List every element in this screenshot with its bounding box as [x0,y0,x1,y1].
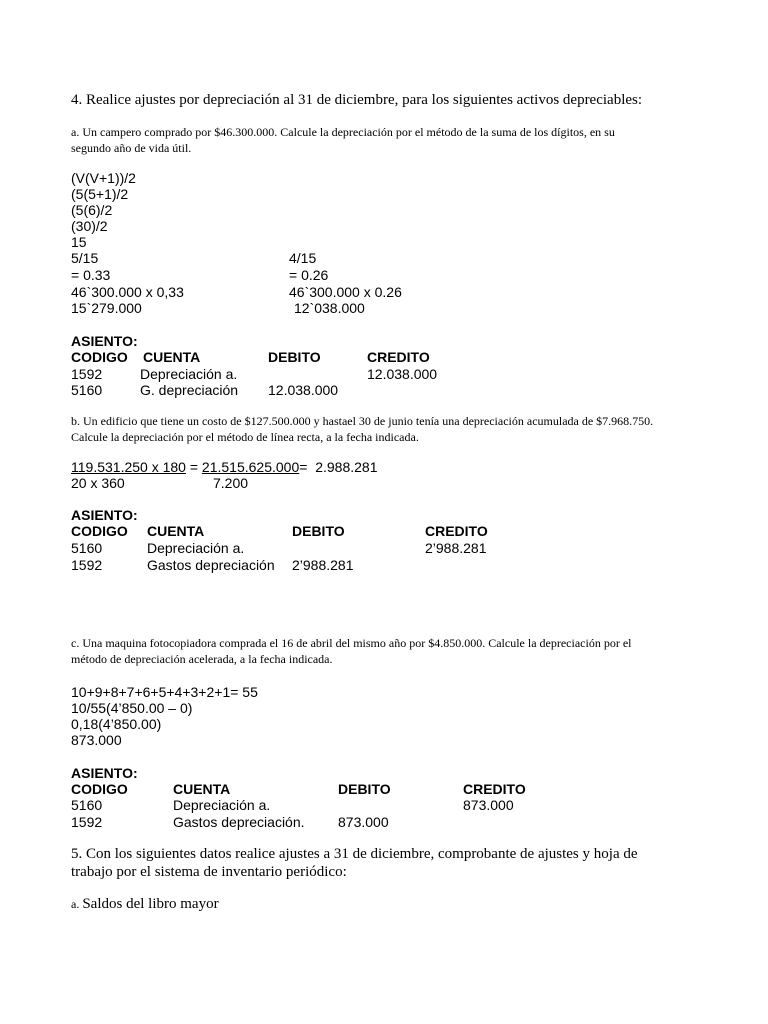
asiento-header-credito: CREDITO [367,349,430,365]
asiento-cell-cuenta: Gastos depreciación. [173,814,305,830]
asiento-cell-cuenta: Depreciación a. [147,540,245,556]
formula-product: 21.515.625.000 [201,459,300,475]
part-b-statement-line2: Calcule la depreciación por el método de línea recta, a la fecha indicada. [71,430,419,444]
part-a-calc-line: = 0.33 [71,267,111,283]
part-a-calc-line: 15`279.000 [71,300,142,316]
part-a-calc-right-line: 12`038.000 [294,300,365,316]
part-c-statement-line1: c. Una maquina fotocopiadora comprada el 16 de abril del mismo año por $4.850.000. Calcule la depreciación por el [71,636,632,650]
asiento-cell-debito: 873.000 [338,814,389,830]
part-c-statement-line2: método de depreciación acelerada, a la fecha indicada. [71,652,333,666]
formula-equals: = [185,459,202,475]
asiento-cell-debito: 12.038.000 [268,382,339,398]
subheading-text: Saldos del libro mayor [82,896,219,912]
part-b-statement-line1: b. Un edificio que tiene un costo de $127.500.000 y hastael 30 de junio tenía una depreciación acumulada de $7.968.750. [71,414,654,428]
formula-product-denominator: 7.200 [213,475,249,491]
part-a-calc-right-line: 4/15 [289,250,317,266]
part-a-calc-line: (30)/2 [71,218,108,234]
asiento-title: ASIENTO: [71,507,138,523]
asiento-cell-codigo: 1592 [71,814,103,830]
asiento-cell-cuenta: G. depreciación [140,382,239,398]
asiento-header-cuenta: CUENTA [173,781,231,797]
part-a-calc-right-line: = 0.26 [289,267,329,283]
question-5-line2: trabajo por el sistema de inventario periódico: [71,864,347,880]
asiento-cell-cuenta: Depreciación a. [140,366,238,382]
asiento-title: ASIENTO: [71,333,138,349]
asiento-cell-credito: 12.038.000 [367,366,438,382]
asiento-cell-codigo: 1592 [71,557,103,573]
asiento-cell-debito: 2’988.281 [292,557,354,573]
asiento-header-cuenta: CUENTA [143,349,201,365]
asiento-header-debito: DEBITO [338,781,391,797]
part-c-calc-line: 0,18(4’850.00) [71,716,162,732]
formula-denominator: 20 x 360 [71,475,125,491]
asiento-header-debito: DEBITO [292,523,345,539]
asiento-title: ASIENTO: [71,765,138,781]
asiento-cell-codigo: 5160 [71,540,103,556]
part-a-calc-line: 15 [71,234,87,250]
formula-numerator: 119.531.250 x 180 [71,459,186,475]
part-c-calc-line: 10+9+8+7+6+5+4+3+2+1= 55 [71,684,258,700]
asiento-cell-codigo: 1592 [71,366,103,382]
asiento-cell-codigo: 5160 [71,797,103,813]
part-c-calc-line: 10/55(4’850.00 – 0) [71,700,193,716]
question-5-subheading [71,896,219,913]
asiento-cell-cuenta: Depreciación a. [173,797,271,813]
question-4-title: 4. Realice ajustes por depreciación al 31 de diciembre, para los siguientes activos depreciables: [71,92,643,108]
part-a-calc-line: 5/15 [71,250,99,266]
part-b-formula-line [71,459,378,475]
part-a-statement-line1: a. Un campero comprado por $46.300.000. Calcule la depreciación por el método de la suma de los dígitos, en su [71,125,615,139]
asiento-header-credito: CREDITO [463,781,526,797]
asiento-cell-codigo: 5160 [71,382,103,398]
part-c-calc-line: 873.000 [71,732,122,748]
part-a-calc-line: (V(V+1))/2 [71,170,136,186]
formula-result: = 2.988.281 [299,459,378,475]
part-a-calc-right-line: 46`300.000 x 0.26 [289,284,402,300]
asiento-header-codigo: CODIGO [71,523,128,539]
asiento-cell-cuenta: Gastos depreciación [147,557,275,573]
asiento-header-cuenta: CUENTA [147,523,205,539]
subheading-prefix: a. [71,897,83,911]
asiento-header-codigo: CODIGO [71,781,128,797]
question-5-line1: 5. Con los siguientes datos realice ajustes a 31 de diciembre, comprobante de ajustes y hoja de [71,846,638,862]
asiento-cell-credito: 873.000 [463,797,514,813]
asiento-header-debito: DEBITO [268,349,321,365]
part-a-statement-line2: segundo año de vida útil. [71,141,192,155]
part-a-calc-line: (5(6)/2 [71,202,113,218]
part-a-calc-line: (5(5+1)/2 [71,186,129,202]
asiento-header-credito: CREDITO [425,523,488,539]
asiento-header-codigo: CODIGO [71,349,128,365]
part-a-calc-line: 46`300.000 x 0,33 [71,284,184,300]
asiento-cell-credito: 2’988.281 [425,540,487,556]
